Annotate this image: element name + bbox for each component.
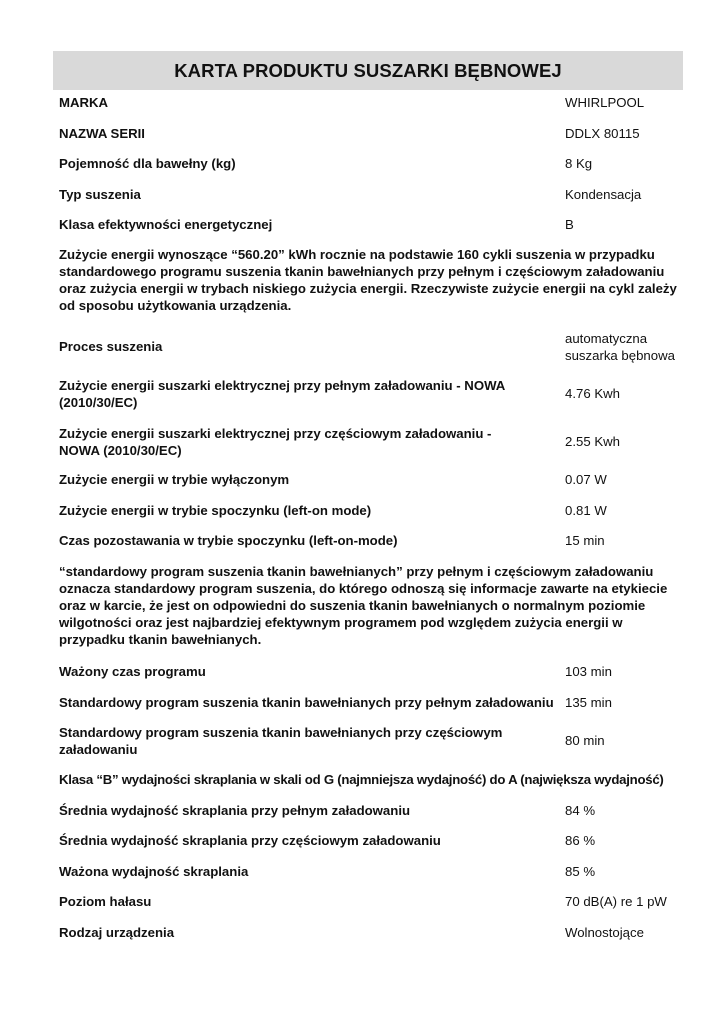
spec-label: Zużycie energii w trybie spoczynku (left-on mode) [59,503,372,518]
spec-label: Średnia wydajność skraplania przy częściowym załadowaniu [59,833,441,848]
spec-value: 80 min [565,733,605,748]
spec-value: B [565,217,574,232]
spec-value: automatyczna suszarka bębnowa [565,331,675,363]
spec-value: DDLX 80115 [565,126,640,141]
spec-label: Typ suszenia [59,187,141,202]
spec-label: Pojemność dla bawełny (kg) [59,156,236,171]
spec-note-text: “standardowy program suszenia tkanin bawełnianych” przy pełnym i częściowym załadowaniu oznacza standardowy program suszenia, do którego odnoszą się informacje zawarte na etykiecie oraz w karcie, że jest on odpowiedni do suszenia tkanin bawełnianych o normalnym poziomie wilgotności oraz jest najbardziej efektywnym programem pod względem zużycia energii w przypadku tkanin bawełnianych. [59,564,668,647]
spec-label: Średnia wydajność skraplania przy pełnym załadowaniu [59,803,411,818]
spec-value: 86 % [565,833,596,848]
spec-label: Proces suszenia [59,339,163,354]
spec-note-text: Zużycie energii wynoszące “560.20” kWh rocznie na podstawie 160 cykli suszenia w przypadku standardowego programu suszenia tkanin bawełnianych przy pełnym i częściowym załadowaniu oraz zużycia energii w trybach niskiego zużycia energii. Rzeczywiste zużycie energii na cykl zależy od sposobu użytkowania urządzenia. [59,247,677,313]
spec-value: 85 % [565,864,596,879]
spec-value: 8 Kg [565,156,593,171]
sheet-title-bar [53,51,683,90]
spec-value: 15 min [565,533,605,548]
spec-label: Ważona wydajność skraplania [59,864,249,879]
spec-value: 135 min [565,695,612,710]
spec-label: Standardowy program suszenia tkanin bawełnianych przy pełnym załadowaniu [59,695,554,710]
spec-note-text: Klasa “B” wydajności skraplania w skali od G (najmniejsza wydajność) do A (największa wydajność) [59,772,664,787]
spec-label: Zużycie energii suszarki elektrycznej przy pełnym załadowaniu - NOWA (2010/30/EC) [59,378,505,410]
spec-value: WHIRLPOOL [565,95,645,110]
spec-value: Kondensacja [565,187,642,202]
spec-value: 70 dB(A) re 1 pW [565,894,667,909]
spec-label: Ważony czas programu [59,664,206,679]
spec-label: Czas pozostawania w trybie spoczynku (left-on-mode) [59,533,398,548]
spec-label: Standardowy program suszenia tkanin bawełnianych przy częściowym załadowaniu [59,725,503,757]
spec-value: Wolnostojące [565,925,644,940]
spec-value: 103 min [565,664,612,679]
product-sheet [53,51,683,940]
spec-value: 0.07 W [565,472,607,487]
sheet-title: KARTA PRODUKTU SUSZARKI BĘBNOWEJ [174,59,562,81]
spec-label: Zużycie energii suszarki elektrycznej przy częściowym załadowaniu - NOWA (2010/30/EC) [59,426,492,458]
spec-label: Rodzaj urządzenia [59,925,175,940]
spec-value: 4.76 Kwh [565,386,620,401]
spec-value: 0.81 W [565,503,607,518]
spec-value: 84 % [565,803,596,818]
spec-label: MARKA [59,95,109,110]
spec-label: Klasa efektywności energetycznej [59,217,273,232]
spec-label: NAZWA SERII [59,126,145,141]
spec-label: Zużycie energii w trybie wyłączonym [59,472,290,487]
spec-value: 2.55 Kwh [565,434,620,449]
spec-label: Poziom hałasu [59,894,152,909]
